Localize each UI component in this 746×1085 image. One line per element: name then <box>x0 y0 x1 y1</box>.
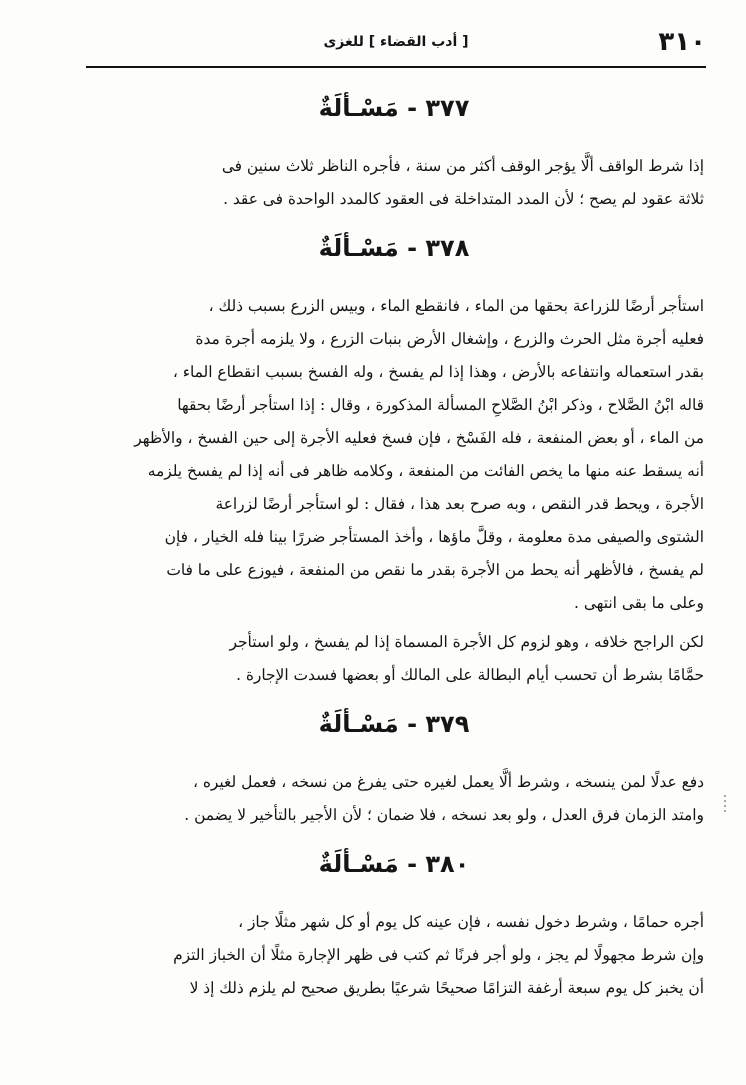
text-line: وإن شرط مجهولًا لم يجز ، ولو أجر فرنًا ثم كتب فى ظهر الإجارة مثلًا أن الخباز التزم <box>173 946 704 964</box>
text-line: وعلى ما بقى انتهى . <box>574 594 704 612</box>
paragraph <box>84 906 704 1005</box>
issue-heading-378: ٣٧٨ - مَسْـألَةٌ <box>318 234 470 262</box>
paragraph <box>84 766 704 832</box>
paragraph <box>84 150 704 216</box>
text-line: دفع عدلًا لمن ينسخه ، وشرط ألَّا يعمل لغيره حتى يفرغ من نسخه ، فعمل لغيره ، <box>193 773 704 791</box>
text-line: إذا شرط الواقف ألَّا يؤجر الوقف أكثر من سنة ، فأجره الناظر ثلاث سنين فى <box>221 157 704 175</box>
issue-heading-379: ٣٧٩ - مَسْـألَةٌ <box>318 710 470 738</box>
issue-heading-380: ٣٨٠ - مَسْـألَةٌ <box>318 850 470 878</box>
page-body <box>84 78 704 1011</box>
scan-speckle <box>720 792 734 832</box>
text-line: لكن الراجح خلافه ، وهو لزوم كل الأجرة المسماة إذا لم يفسخ ، ولو استأجر <box>229 633 704 651</box>
text-line: بقدر استعماله وانتفاعه بالأرض ، وهذا إذا لم يفسخ ، وله الفسخ بسبب انقطاع الماء ، <box>172 363 704 381</box>
text-line: قاله ابْنُ الصَّلاح ، وذكر ابْنُ الصَّلاحِ المسألة المذكورة ، وقال : إذا استأجر أرضًا بحقها <box>177 396 704 414</box>
text-line: أن يخبز كل يوم سبعة أرغفة التزامًا صحيحًا شرعيًا بطريق صحيح لم يلزم ذلك إذ لا <box>189 979 704 997</box>
text-line: لم يفسخ ، فالأظهر أنه يحط من الأجرة بقدر ما نقص من المنفعة ، فيوزع على ما فات <box>166 561 704 579</box>
text-line: استأجر أرضًا للزراعة بحقها من الماء ، فانقطع الماء ، وبيس الزرع بسبب ذلك ، <box>208 297 704 315</box>
text-line: الشتوى والصيفى مدة معلومة ، وقلَّ ماؤها ، وأخذ المستأجر ضررًا بينا فله الخيار ، فإن <box>164 528 704 546</box>
paragraph <box>84 626 704 692</box>
text-line: أجره حمامًا ، وشرط دخول نفسه ، فإن عينه كل يوم أو كل شهر مثلًا جاز ، <box>238 913 704 931</box>
text-line: الأجرة ، ويحط قدر النقص ، وبه صرح بعد هذا ، فقال : لو استأجر أرضًا لزراعة <box>215 495 704 513</box>
running-head: [ أدب القضاء ] للغزى <box>323 34 469 50</box>
text-line: وامتد الزمان فرق العدل ، ولو بعد نسخه ، فلا ضمان ؛ لأن الأجير بالتأخير لا يضمن . <box>184 806 704 824</box>
page-header <box>86 24 706 64</box>
header-rule <box>86 66 706 68</box>
text-line: ثلاثة عقود لم يصح ؛ لأن المدد المتداخلة فى العقود كالمدد الواحدة فى عقد . <box>223 190 704 208</box>
issue-heading-377: ٣٧٧ - مَسْـألَةٌ <box>318 94 470 122</box>
text-line: من الماء ، أو بعض المنفعة ، فله الفَسْخ ، فإن فسخ فعليه الأجرة إلى حين الفسخ ، والأظهر <box>134 429 704 447</box>
text-line: حمَّامًا بشرط أن تحسب أيام البطالة على المالك أو بعضها فسدت الإجارة . <box>236 666 704 684</box>
page-number: ٣١٠ <box>658 27 706 57</box>
text-line: فعليه أجرة مثل الحرث والزرع ، وإشغال الأرض بنبات الزرع ، ولا يلزمه أجرة مدة <box>195 330 704 348</box>
paragraph <box>84 290 704 620</box>
text-line: أنه يسقط عنه منها ما يخص الفائت من المنفعة ، وكلامه ظاهر فى أنه إذا لم يفسخ يلزمه <box>147 462 704 480</box>
